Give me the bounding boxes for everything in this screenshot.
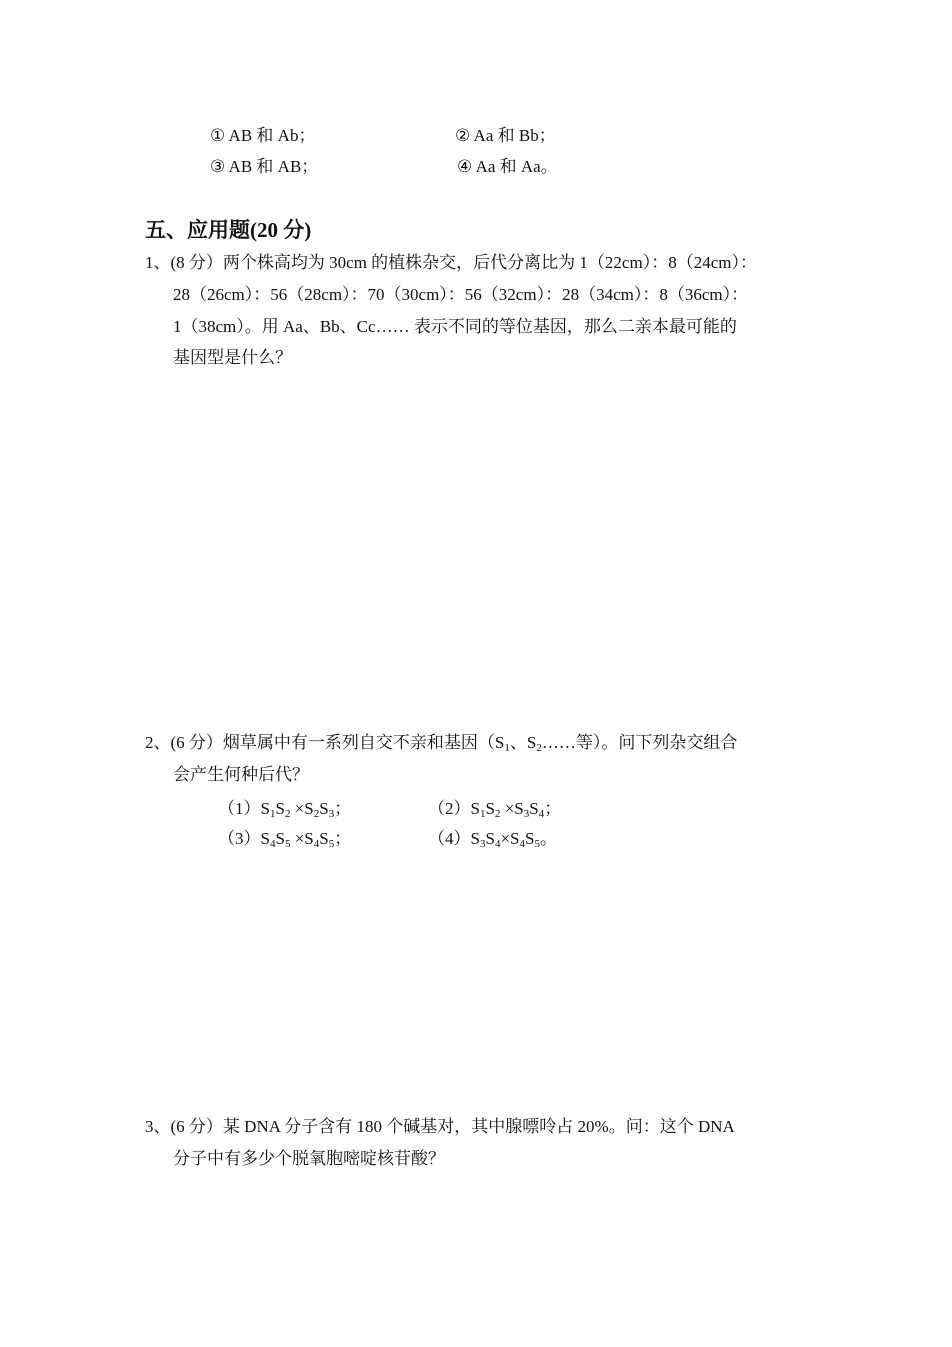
option-2: ② Aa 和 Bb； [455, 126, 556, 145]
q3-line-2: 分子中有多少个脱氧胞嘧啶核苷酸？ [173, 1149, 445, 1168]
q1-line-2: 28（26cm）：56（28cm）：70（30cm）：56（32cm）：28（34cm）：8（36cm）： [173, 285, 749, 304]
q2-cross-1: $(1)S_1S_2 \times S_2S_3$； [218, 799, 352, 820]
section-title: 五、应用题(20 分) [145, 218, 312, 242]
q2-line-2: 会产生何种后代？ [173, 765, 309, 784]
q1-line-3: 1（38cm）。用 Aa、Bb、Cc…… 表示不同的等位基因，那么二亲本最可能的 [173, 317, 737, 336]
q3-line-1: 3、(6 分）某 DNA 分子含有 180 个碱基对，其中腺嘌呤占 20%。问：这个 DNA [145, 1117, 735, 1136]
q1-line-4: 基因型是什么？ [173, 348, 292, 367]
q2-cross-4: $(4)S_3S_4\times S_4S_5$。 [428, 829, 557, 850]
option-3: ③ AB 和 AB； [210, 157, 319, 176]
q2-cross-3: $(3)S_4S_5 \times S_4S_5$； [218, 829, 352, 850]
q2-cross-2: $(2)S_1S_2 \times S_3S_4$； [428, 799, 562, 820]
q2-line-1: 2、(6 分）烟草属中有一系列自交不亲和基因（$S_1$、$S_2\dots\dots$等）。问下列杂交组合 [145, 733, 738, 754]
option-1: ① AB 和 Ab； [210, 126, 316, 145]
option-4: ④ Aa 和 Aa。 [457, 157, 558, 176]
q1-line-1: 1、(8 分）两个株高均为 30cm 的植株杂交，后代分离比为 1（22cm）：8（24cm）： [145, 253, 757, 272]
